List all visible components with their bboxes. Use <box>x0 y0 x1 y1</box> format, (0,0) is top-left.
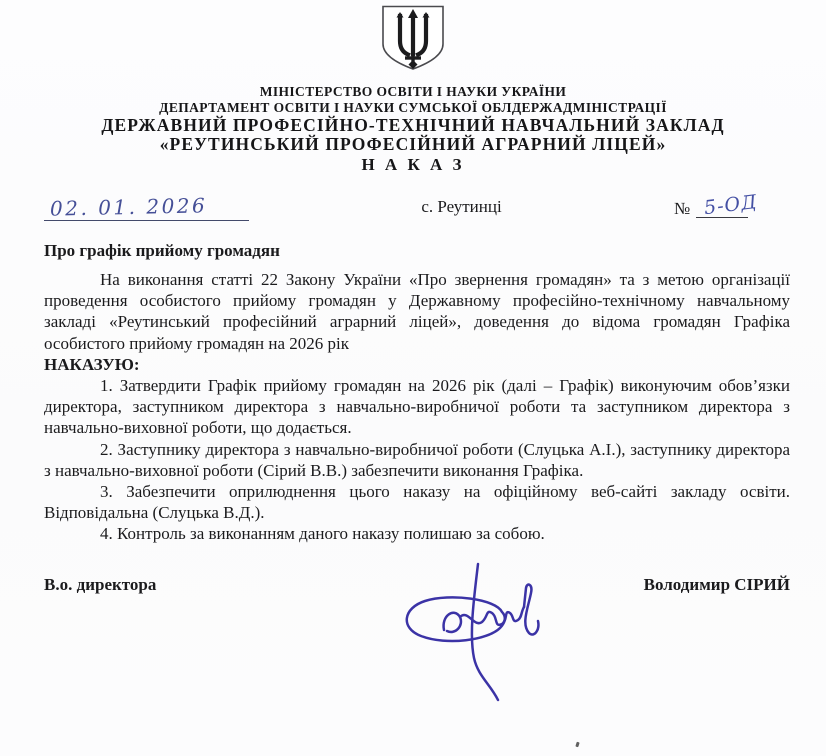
scan-artifact-speck <box>575 742 579 748</box>
handwritten-signature-icon <box>390 546 560 711</box>
document-header-crest <box>0 0 826 76</box>
order-subject: Про графік прийому громадян <box>44 241 280 260</box>
document-letterhead <box>0 84 826 175</box>
meta-line <box>44 191 790 221</box>
institution-line: ДЕРЖАВНИЙ ПРОФЕСІЙНО-ТЕХНІЧНИЙ НАВЧАЛЬНИЙ ЗАКЛАД <box>101 115 725 135</box>
place-name: с. Реутинці <box>421 197 502 216</box>
number-sign-label: № <box>674 199 691 218</box>
intro-paragraph: На виконання статті 22 Закону України «Про звернення громадян» та з метою організації проведення особистого прийому громадян у Державному професійно-технічному навчальному закладі «Реутинський професійний аграрний ліцей», доведення до відома громадян Графіка особистого прийому громадян на 2026 рік <box>44 270 790 353</box>
order-body <box>44 269 790 545</box>
signer-position-title: В.о. директора <box>44 574 157 594</box>
order-item-4: 4. Контроль за виконанням даного наказу полишаю за собою. <box>100 524 545 544</box>
signer-name: Володимир СІРИЙ <box>643 574 790 594</box>
date-field <box>44 190 249 221</box>
document-type-title: Н А К А З <box>361 155 465 174</box>
institution-name-line: «РЕУТИНСЬКИЙ ПРОФЕСІЙНИЙ АГРАРНИЙ ЛІЦЕЙ» <box>159 134 667 154</box>
signature-block <box>44 575 790 595</box>
order-item-3: 3. Забезпечити оприлюднення цього наказу на офіційному веб-сайті закладу освіти. Відповідальна (Слуцька В.Д.). <box>44 482 790 523</box>
order-word: НАКАЗУЮ: <box>44 354 140 374</box>
ukraine-coat-of-arms-icon <box>375 5 451 76</box>
number-field <box>674 191 790 221</box>
handwritten-number: 5-ОД <box>702 190 759 220</box>
order-item-2: 2. Заступнику директора з навчально-виробничої роботи (Слуцька А.І.), заступнику директора з навчально-виховної роботи (Сірий В.В.) забезпечити виконання Графіка. <box>44 439 790 480</box>
order-item-1: 1. Затвердити Графік прийому громадян на 2026 рік (далі – Графік) виконуючим обов’язки директора, заступником директора з навчально-виробничої роботи та заступником директора з навчально-виховної роботи, що додається. <box>44 376 790 438</box>
handwritten-date: 02. 01. 2026 <box>49 193 208 221</box>
department-line: ДЕПАРТАМЕНТ ОСВІТИ І НАУКИ СУМСЬКОЇ ОБЛДЕРЖАДМІНІСТРАЦІЇ <box>159 100 667 115</box>
ministry-line: МІНІСТЕРСТВО ОСВІТИ І НАУКИ УКРАЇНИ <box>259 84 567 99</box>
